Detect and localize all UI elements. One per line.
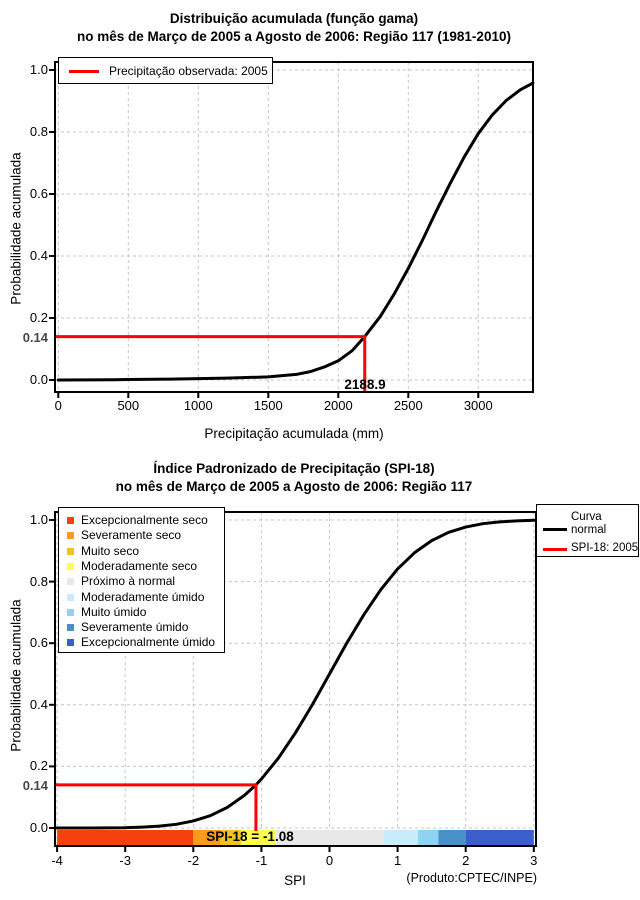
- chart1-legend-label: Precipitação observada: 2005: [109, 64, 268, 78]
- category-swatch: [67, 594, 74, 601]
- spi-bar-segment: [466, 830, 534, 845]
- category-swatch: [67, 578, 74, 585]
- chart1-subtitle: no mês de Março de 2005 a Agosto de 2006: Região 117 (1981-2010): [77, 29, 511, 44]
- chart2-curve-legend: [536, 504, 639, 557]
- chart2-subtitle: no mês de Março de 2005 a Agosto de 2006: Região 117: [115, 479, 473, 494]
- category-swatch: [67, 517, 74, 524]
- plot-border: [55, 62, 533, 392]
- spi-line-label: SPI-18: 2005: [571, 542, 639, 554]
- y-tick-label: 0.0: [29, 372, 48, 387]
- chart2-x-axis-label: SPI: [284, 873, 306, 888]
- chart1-title: Distribuição acumulada (função gama): [169, 11, 419, 26]
- y-tick-label: 0.2: [29, 310, 48, 325]
- category-swatch: [67, 639, 74, 646]
- category-legend-item: [59, 514, 224, 529]
- x-tick-label: 1500: [253, 398, 283, 413]
- y-tick-label: 0.4: [29, 248, 48, 263]
- category-legend-item: [59, 636, 224, 651]
- category-legend-item: [59, 545, 224, 560]
- x-tick-label: 1: [393, 853, 402, 868]
- y-tick-label: 0.8: [29, 124, 48, 139]
- category-swatch: [67, 609, 74, 616]
- category-swatch: [67, 548, 74, 555]
- category-legend-item: [59, 560, 224, 575]
- chart2-probability-marker-label: 0.14: [22, 778, 48, 793]
- x-tick-label: -3: [119, 853, 131, 868]
- chart2-y-axis-label: Probabilidade acumulada: [8, 599, 24, 752]
- x-tick-label: -4: [51, 853, 63, 868]
- chart2-title: Índice Padronizado de Precipitação (SPI-18): [153, 461, 435, 476]
- spi-value-label: SPI-18 = -1.08: [206, 829, 294, 844]
- y-tick-label: 0.4: [29, 696, 48, 712]
- x-tick-label: 3: [530, 853, 538, 868]
- category-legend-item: [59, 575, 224, 590]
- observed-line-sample: [69, 70, 99, 73]
- category-label: Excepcionalmente seco: [81, 513, 208, 527]
- x-tick-label: 0: [54, 398, 62, 413]
- category-legend-item: [59, 606, 224, 621]
- spi-bar-segment: [438, 830, 465, 845]
- category-legend-item: [59, 529, 224, 544]
- spi-bar-segment: [418, 830, 438, 845]
- category-label: Severamente úmido: [81, 620, 189, 635]
- x-tick-label: 2000: [323, 398, 353, 413]
- spi-category-legend: [58, 507, 225, 653]
- x-tick-label: 3000: [463, 398, 493, 413]
- observed-marker-line: [55, 337, 365, 392]
- chart1-probability-marker-label: 0.14: [22, 330, 48, 345]
- spi-bar-segment: [384, 830, 418, 845]
- y-tick-label: 0.6: [29, 635, 48, 651]
- x-tick-label: 2: [462, 853, 470, 868]
- category-legend-item: [59, 591, 224, 606]
- normal-curve-label: Curva normal: [571, 511, 607, 536]
- chart1-precipitation-marker-label: 2188.9: [344, 377, 386, 392]
- y-tick-label: 0.0: [29, 820, 48, 835]
- category-label: Severamente seco: [81, 528, 182, 543]
- category-label: Moderadamente seco: [81, 558, 198, 573]
- category-label: Próximo à normal: [81, 574, 176, 589]
- x-tick-label: -2: [187, 853, 200, 868]
- x-tick-label: -1: [255, 853, 268, 868]
- category-swatch: [67, 532, 74, 539]
- chart1-x-axis-label: Precipitação acumulada (mm): [204, 426, 384, 441]
- y-tick-label: 0.2: [29, 758, 48, 774]
- chart1-y-axis-label: Probabilidade acumulada: [8, 152, 24, 305]
- normal-curve-sample: [543, 528, 567, 531]
- x-tick-label: 1000: [183, 398, 213, 413]
- category-legend-item: [59, 621, 224, 636]
- chart1-legend: [58, 57, 273, 84]
- category-label: Moderadamente úmido: [81, 589, 205, 604]
- y-tick-label: 1.0: [29, 512, 48, 527]
- spi-bar-segment: [57, 830, 193, 845]
- x-tick-label: 2500: [393, 398, 423, 413]
- category-label: Muito úmido: [81, 604, 147, 619]
- y-tick-label: 1.0: [29, 62, 48, 77]
- category-swatch: [67, 563, 74, 570]
- category-label: Excepcionalmente úmido: [81, 635, 216, 650]
- category-swatch: [67, 624, 74, 631]
- product-credit: (Produto:CPTEC/INPE): [406, 871, 537, 885]
- x-tick-label: 0: [325, 853, 334, 868]
- category-label: Muito seco: [81, 543, 140, 558]
- spi-line-sample: [543, 548, 567, 551]
- x-tick-label: 500: [117, 398, 140, 413]
- y-tick-label: 0.6: [29, 186, 48, 201]
- y-tick-label: 0.8: [29, 573, 48, 589]
